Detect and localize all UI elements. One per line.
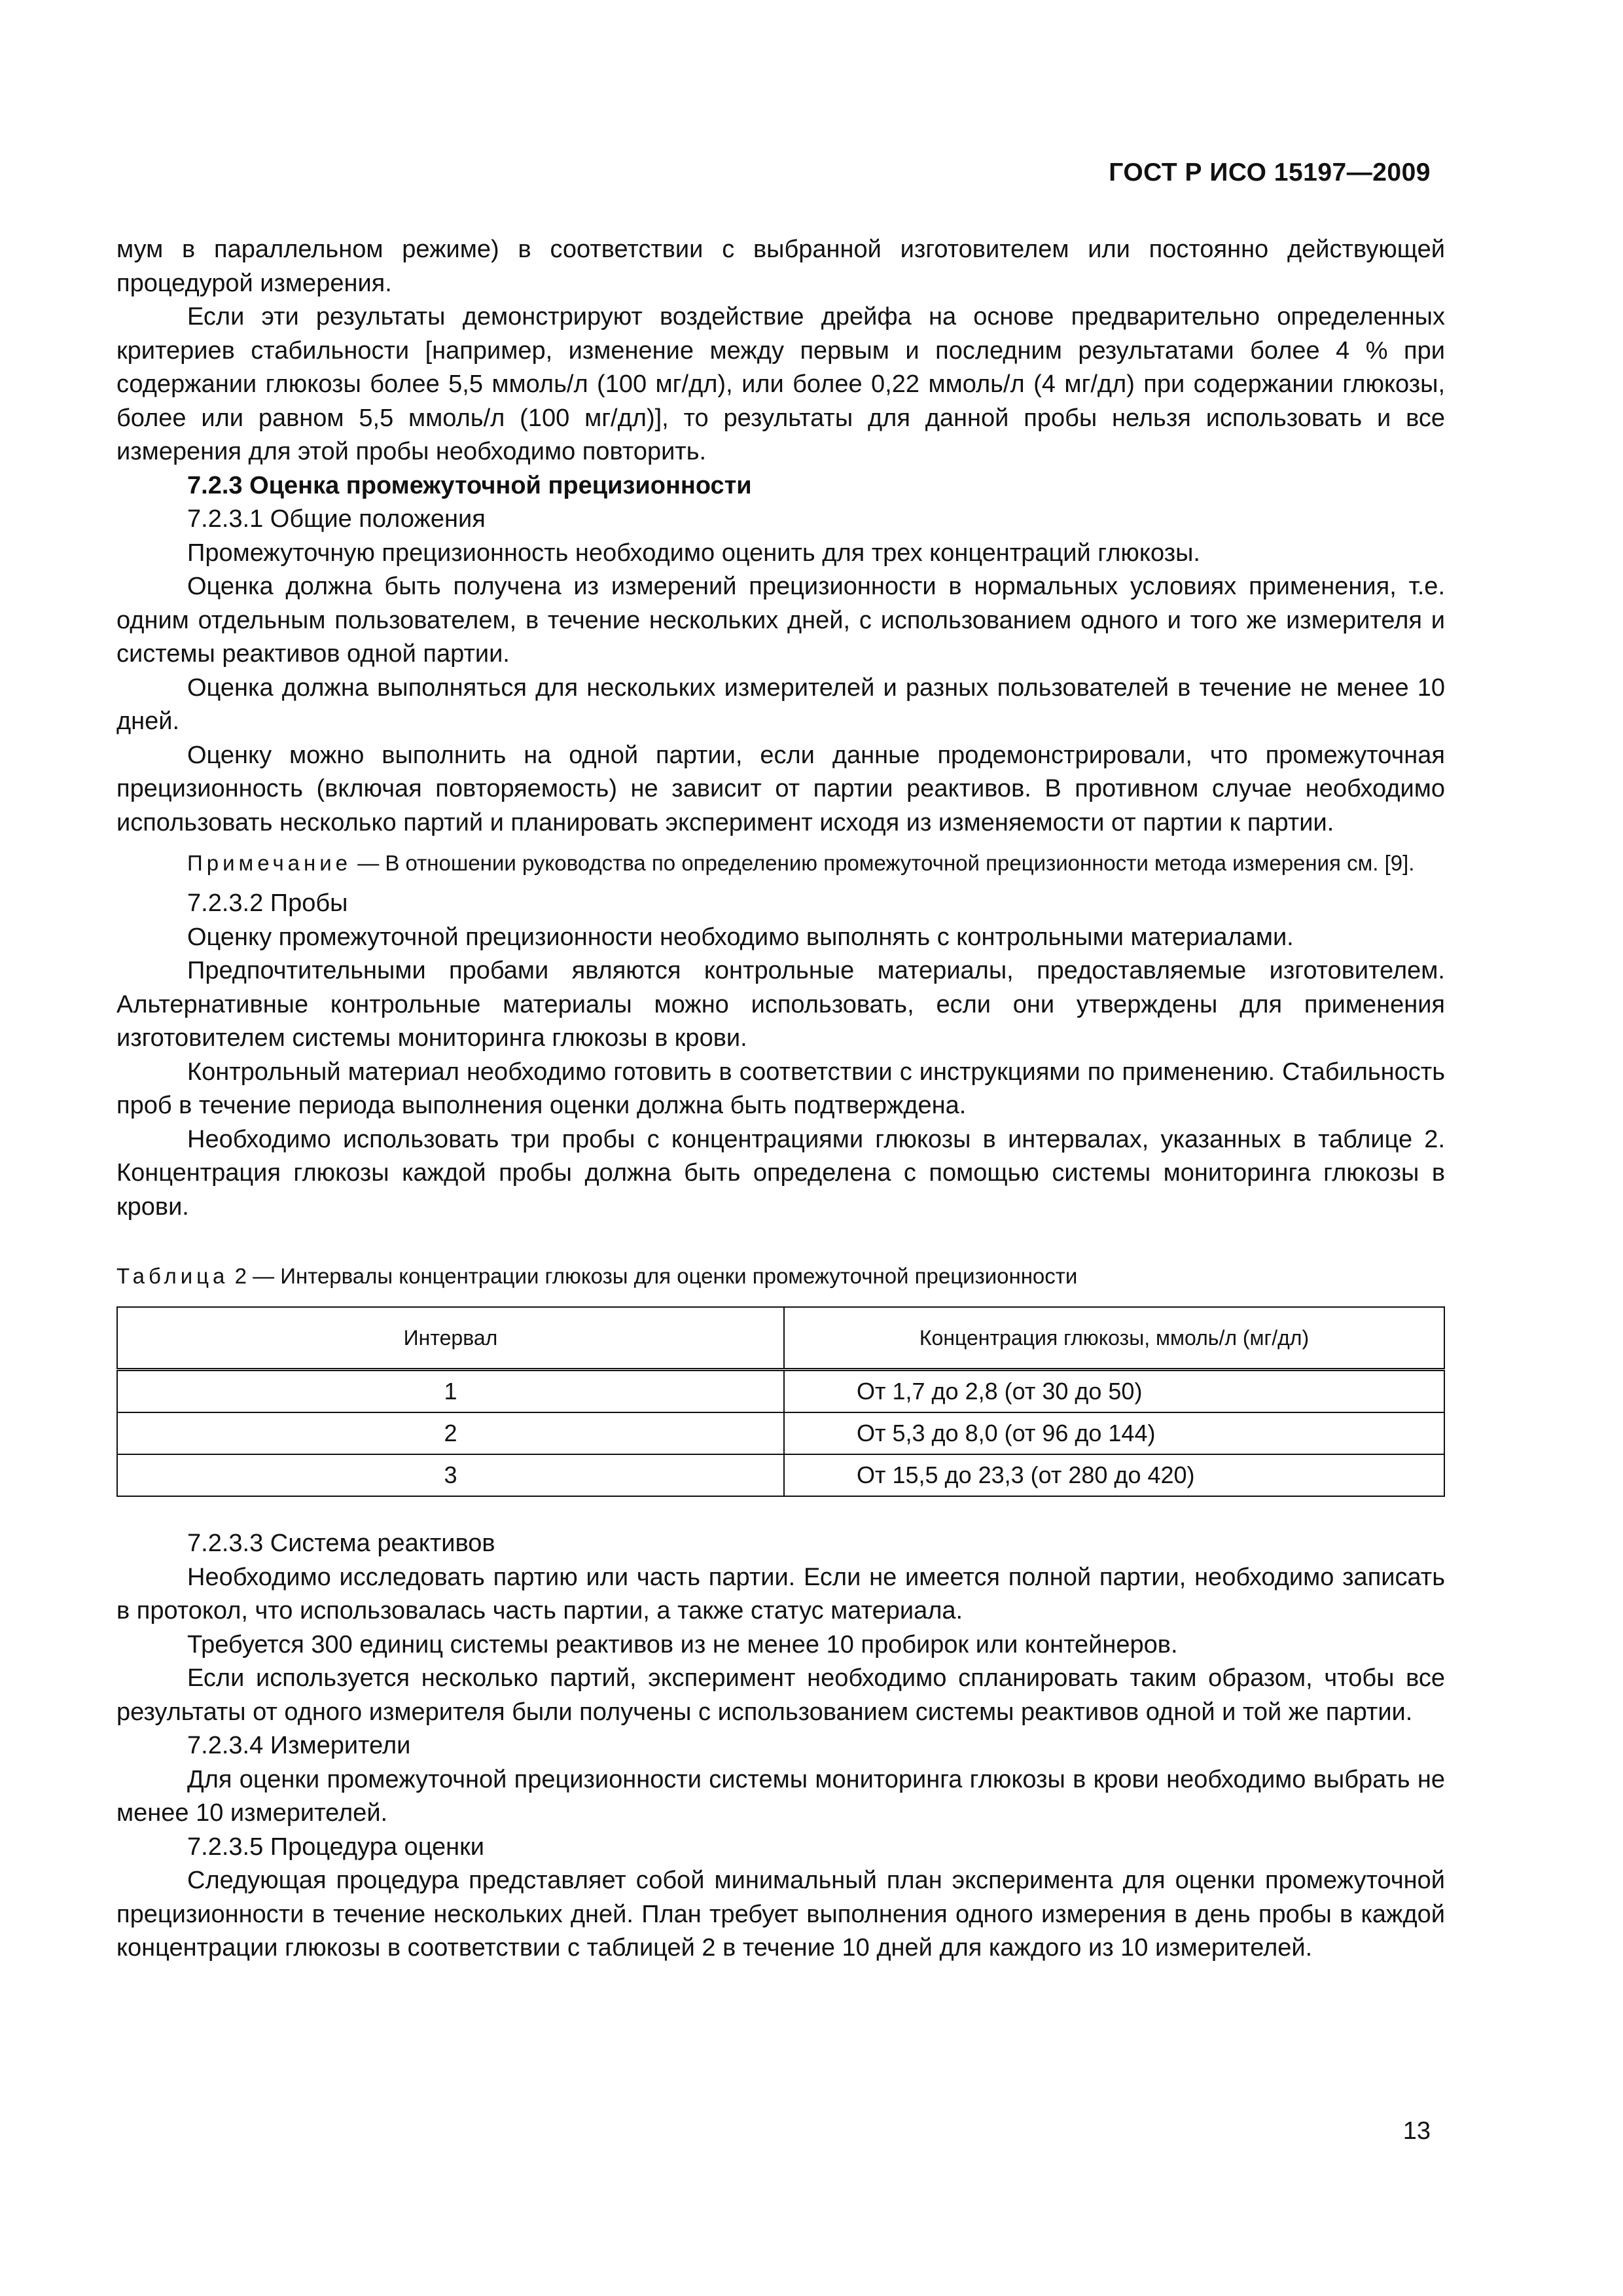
column-header-concentration: Концентрация глюкозы, ммоль/л (мг/дл) — [784, 1307, 1444, 1370]
paragraph: Оценка должна выполняться для нескольких измерителей и разных пользователей в течение не менее 10 дней. — [116, 673, 1445, 735]
paragraph: Для оценки промежуточной прецизионности системы мониторинга глюкозы в крови необходимо выбрать не менее 10 измерителей. — [116, 1765, 1445, 1827]
paragraph: Оценку промежуточной прецизионности необходимо выполнять с контрольными материалами. — [187, 923, 1294, 951]
table-row — [117, 1370, 1444, 1413]
paragraph: Оценку можно выполнить на одной партии, если данные продемонстрировали, что промежуточная прецизионность (включая повторяемость) не зависит от партии реактивов. В противном случае необходимо использовать несколько партий и планировать эксперимент исходя из изменяемости от партии к партии. — [116, 741, 1445, 836]
table-caption-label: Таблица — [116, 1264, 229, 1288]
paragraph: Промежуточную прецизионность необходимо оценить для трех концентраций глюкозы. — [187, 539, 1200, 567]
column-header-interval: Интервал — [117, 1307, 784, 1370]
note — [116, 849, 1445, 878]
table-cell-concentration: От 15,5 до 23,3 (от 280 до 420) — [784, 1454, 1444, 1496]
table-caption — [116, 1262, 1445, 1291]
paragraph: Требуется 300 единиц системы реактивов из не менее 10 пробирок или контейнеров. — [187, 1630, 1178, 1659]
paragraph: Оценка должна быть получена из измерений прецизионности в нормальных условиях применения, т.е. одним отдельным пользователем, в течение нескольких дней, с использованием одного и того же измерителя и системы реактивов одной партии. — [116, 573, 1445, 668]
subsection-heading: 7.2.3.4 Измерители — [187, 1732, 411, 1759]
paragraph: Необходимо использовать три пробы с концентрациями глюкозы в интервалах, указанных в таблице 2. Концентрация глюкозы каждой пробы должна быть определена с помощью системы мониторинга глюкозы в крови. — [116, 1125, 1445, 1221]
subsection-heading: 7.2.3.5 Процедура оценки — [187, 1833, 484, 1861]
paragraph: мум в параллельном режиме) в соответствии с выбранной изготовителем или постоянно действующей процедурой измерения. — [116, 236, 1445, 297]
section-heading: 7.2.3 Оценка промежуточной прецизионности — [187, 471, 752, 499]
subsection-heading: 7.2.3.3 Система реактивов — [187, 1530, 495, 1557]
table-cell-concentration: От 5,3 до 8,0 (от 96 до 144) — [784, 1412, 1444, 1454]
subsection-heading: 7.2.3.1 Общие положения — [187, 505, 486, 533]
table-row — [117, 1412, 1444, 1454]
table-cell-interval: 3 — [117, 1454, 784, 1496]
subsection-heading: 7.2.3.2 Пробы — [187, 889, 348, 917]
table-cell-interval: 2 — [117, 1412, 784, 1454]
page-content — [116, 233, 1445, 1965]
paragraph: Следующая процедура представляет собой минимальный план эксперимента для оценки промежуточной прецизионности в течение нескольких дней. План требует выполнения одного измерения в день пробы в каждой концентрации глюкозы в соответствии с таблицей 2 в течение 10 дней для каждого из 10 измерителей. — [116, 1867, 1445, 1962]
paragraph: Предпочтительными пробами являются контрольные материалы, предоставляемые изготовителем. Альтернативные контрольные материалы можно использовать, если они утверждены для применения изготовителем системы мониторинга глюкозы в крови. — [116, 957, 1445, 1052]
paragraph: Если эти результаты демонстрируют воздействие дрейфа на основе предварительно определенных критериев стабильности [например, изменение между первым и последним результатами более 4 % при содержании глюкозы более 5,5 ммоль/л (100 мг/дл), или более 0,22 ммоль/л (4 мг/дл) при содержании глюкозы, более или равном 5,5 ммоль/л (100 мг/дл)], то результаты для данной пробы нельзя использовать и все измерения для этой пробы необходимо повторить. — [116, 303, 1445, 465]
table-caption-text: 2 — Интервалы концентрации глюкозы для оценки промежуточной прецизионности — [234, 1264, 1078, 1288]
paragraph: Контрольный материал необходимо готовить в соответствии с инструкциями по применению. Стабильность проб в течение периода выполнения оценки должна быть подтверждена. — [116, 1058, 1445, 1119]
standard-header: ГОСТ Р ИСО 15197—2009 — [1109, 158, 1431, 187]
table-cell-concentration: От 1,7 до 2,8 (от 30 до 50) — [784, 1370, 1444, 1413]
glucose-intervals-table — [116, 1306, 1445, 1497]
page-number: 13 — [1402, 2117, 1431, 2145]
paragraph: Если используется несколько партий, эксперимент необходимо спланировать таким образом, чтобы все результаты от одного измерителя были получены с использованием системы реактивов одной и той же партии. — [116, 1664, 1445, 1726]
table-row — [117, 1454, 1444, 1496]
table-cell-interval: 1 — [117, 1370, 784, 1413]
note-label: Примечание — [187, 851, 352, 875]
note-text: — В отношении руководства по определению промежуточной прецизионности метода измерения см. [9]. — [357, 851, 1415, 875]
table-header-row — [117, 1307, 1444, 1370]
paragraph: Необходимо исследовать партию или часть партии. Если не имеется полной партии, необходимо записать в протокол, что использовалась часть партии, а также статус материала. — [116, 1563, 1445, 1624]
